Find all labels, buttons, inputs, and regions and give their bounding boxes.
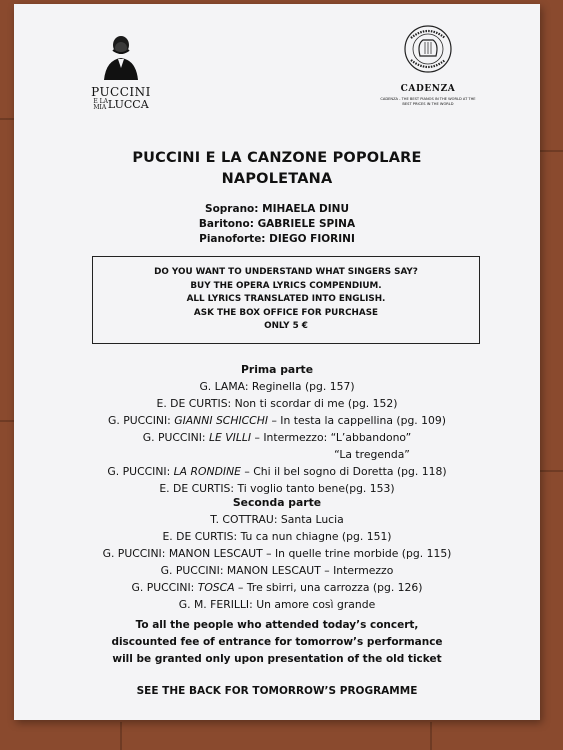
- program-item-continuation: “La tregenda”: [334, 448, 410, 461]
- performer-soprano: Soprano: MIHAELA DINU: [205, 203, 349, 215]
- seconda-parte-section: [14, 494, 540, 613]
- instrument-seal-icon: [403, 24, 453, 74]
- performer-piano: Pianoforte: DIEGO FIORINI: [199, 233, 355, 245]
- floor-grout: [120, 722, 122, 750]
- floor-grout: [0, 118, 14, 120]
- floor-grout: [0, 420, 14, 422]
- program-item: E. DE CURTIS: Tu ca nun chiagne (pg. 151): [162, 530, 392, 543]
- prima-parte-section: [14, 361, 540, 497]
- performers-list: [14, 202, 540, 247]
- floor-grout: [540, 470, 563, 472]
- cadenza-tagline: CADENZA - THE BEST PIANOS IN THE WORLD AT THE BEST PRICES IN THE WORLD: [380, 97, 476, 106]
- cadenza-logo: [378, 24, 478, 106]
- puccini-logo: [86, 32, 156, 111]
- program-item: G. PUCCINI: LE VILLI – Intermezzo: “L’abbandono”: [142, 431, 412, 444]
- performer-baritone: Baritono: GABRIELE SPINA: [198, 218, 356, 230]
- logo-lucca-text: E LA MIA LUCCA: [93, 98, 149, 111]
- puccini-portrait-icon: [100, 32, 142, 80]
- section-heading: Seconda parte: [232, 496, 322, 509]
- cadenza-brand: CADENZA: [400, 84, 456, 94]
- program-item: T. COTTRAU: Santa Lucia: [210, 513, 344, 526]
- program-item: G. PUCCINI: MANON LESCAUT – Intermezzo: [160, 564, 394, 577]
- program-item: G. PUCCINI: GIANNI SCHICCHI – In testa la cappellina (pg. 109): [107, 414, 446, 427]
- section-heading: Prima parte: [240, 363, 314, 376]
- discount-notice: To all the people who attended today’s concert, discounted fee of entrance for tomorrow’s performance will be granted only upon presentation of the old ticket: [111, 619, 443, 665]
- floor-grout: [430, 722, 432, 750]
- lyrics-compendium-notice: DO YOU WANT TO UNDERSTAND WHAT SINGERS SAY? BUY THE OPERA LYRICS COMPENDIUM. ALL LYRICS TRANSLATED INTO ENGLISH. ASK THE BOX OFFICE FOR PURCHASE ONLY 5 €: [92, 256, 480, 344]
- see-back-note: SEE THE BACK FOR TOMORROW’S PROGRAMME: [136, 685, 418, 697]
- floor-grout: [540, 150, 563, 152]
- program-item: G. M. FERILLI: Un amore così grande: [178, 598, 376, 611]
- program-item: E. DE CURTIS: Non ti scordar di me (pg. 152): [156, 397, 398, 410]
- program-item: E. DE CURTIS: Ti voglio tanto bene(pg. 153): [159, 482, 395, 495]
- logo-puccini-text: PUCCINI: [91, 85, 151, 99]
- flyer-sheet: [14, 4, 540, 720]
- program-item: G. PUCCINI: TOSCA – Tre sbirri, una carrozza (pg. 126): [131, 581, 423, 594]
- program-item: G. PUCCINI: MANON LESCAUT – In quelle trine morbide (pg. 115): [102, 547, 452, 560]
- concert-title: PUCCINI E LA CANZONE POPOLARE NAPOLETANA: [132, 150, 422, 187]
- program-item: G. PUCCINI: LA RONDINE – Chi il bel sogno di Doretta (pg. 118): [107, 465, 447, 478]
- program-item: G. LAMA: Reginella (pg. 157): [199, 380, 355, 393]
